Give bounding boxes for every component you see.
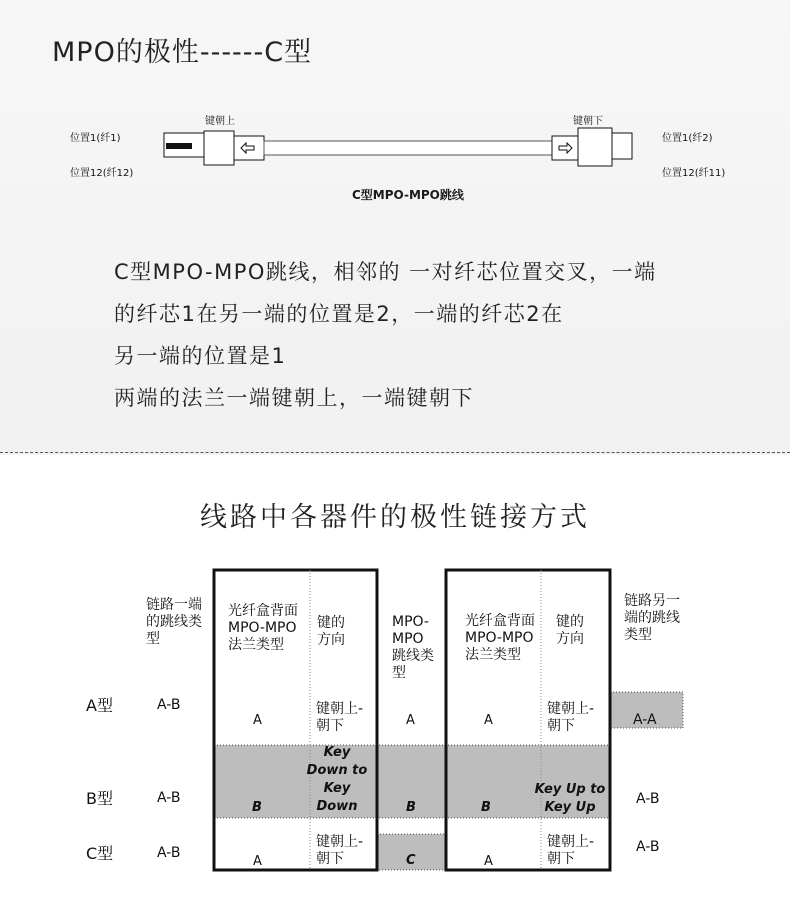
right-connector-body: [578, 128, 612, 166]
description-line-3: 另一端的位置是1: [114, 344, 287, 368]
right-ferrule: [612, 133, 632, 159]
header-left-patch: 链路一端的跳线类型: [146, 597, 202, 647]
row-b-trunk: B: [406, 800, 416, 815]
row-c-right-patch: A-B: [636, 839, 660, 855]
row-b-adapter2-type: B: [481, 800, 491, 815]
header-adapter1-key: 键的方向: [317, 615, 345, 648]
section-divider: [0, 452, 790, 453]
row-b-left-patch: A-B: [157, 790, 181, 806]
description-line-2: 的纤芯1在另一端的位置是2，一端的纤芯2在: [114, 302, 564, 326]
row-a-trunk: A: [406, 713, 415, 728]
row-label-c: C型: [86, 844, 114, 863]
right-position-12: 位置12(纤11): [662, 168, 726, 179]
row-a-adapter1-key: 键朝上-朝下: [316, 701, 364, 734]
key-up-label: 键朝上: [205, 116, 235, 127]
row-a-adapter2-key: 键朝上-朝下: [547, 701, 595, 734]
row-b-adapter2-key: Key Up to Key Up: [534, 782, 606, 815]
header-adapter2-type: 光纤盒背面MPO-MPO法兰类型: [465, 613, 535, 663]
row-c-adapter2-type: A: [484, 854, 493, 869]
row-c-adapter2-key: 键朝上-朝下: [547, 834, 595, 867]
row-c-left-patch: A-B: [157, 845, 181, 861]
row-a-adapter2-type: A: [484, 713, 493, 728]
right-position-1: 位置1(纤2): [662, 133, 713, 144]
key-down-label: 键朝下: [573, 116, 603, 127]
description-line-4: 两端的法兰一端键朝上，一端键朝下: [114, 386, 474, 410]
row-a-right-patch: A-A: [633, 712, 657, 728]
row-label-a: A型: [86, 696, 113, 715]
row-b-adapter1-type: B: [252, 800, 262, 815]
left-connector-body: [204, 131, 234, 165]
cable-line: [264, 141, 552, 155]
row-a-left-patch: A-B: [157, 697, 181, 713]
section-title-polarity: 线路中各器件的极性链接方式: [200, 502, 590, 533]
row-label-b: B型: [86, 789, 113, 808]
header-trunk: MPO-MPO跳线类型: [392, 614, 434, 681]
header-adapter1-type: 光纤盒背面MPO-MPO法兰类型: [228, 603, 298, 653]
left-position-12: 位置12(纤12): [70, 168, 134, 179]
row-b-adapter1-key: Key Down to Key Down: [306, 745, 368, 814]
row-c-adapter1-type: A: [253, 854, 262, 869]
row-c-trunk: C: [406, 853, 416, 868]
row-a-adapter1-type: A: [253, 713, 262, 728]
left-position-1: 位置1(纤1): [70, 133, 121, 144]
row-b-right-patch: A-B: [636, 791, 660, 807]
header-right-patch: 链路另一端的跳线类型: [624, 593, 680, 643]
page-title: MPO的极性------C型: [52, 37, 313, 68]
cable-caption: C型MPO-MPO跳线: [352, 188, 464, 202]
description-line-1: C型MPO-MPO跳线，相邻的 一对纤芯位置交叉，一端: [114, 260, 657, 284]
header-adapter2-key: 键的方向: [556, 614, 584, 647]
row-c-adapter1-key: 键朝上-朝下: [316, 834, 364, 867]
left-fiber-mark: [166, 143, 192, 149]
